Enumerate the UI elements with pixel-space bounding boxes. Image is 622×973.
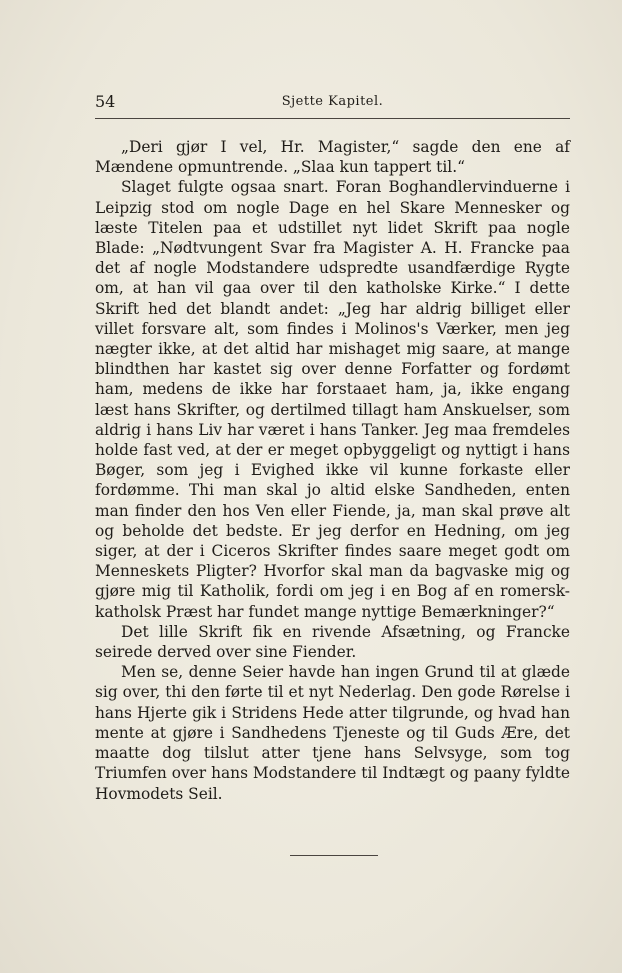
header-rule <box>95 118 570 119</box>
paragraph-1: „Deri gjør I vel, Hr. Magister,“ sagde den ene af Mændene opmuntrende. „Slaa kun tappert til.“ <box>95 138 570 177</box>
paragraph-4: Men se, denne Seier havde han ingen Grund til at glæde sig over, thi den førte til et nyt Nederlag. Den gode Rørelse i hans Hjerte gik i Stridens Hede atter tilgrunde, og hvad han mente at gjøre i Sandhedens Tjeneste og til Guds Ære, det maatte dog tilslut atter tjene hans Selvsyge, som tog Triumfen over hans Modstandere til Indtægt og paany fyldte Hovmodets Seil. <box>95 663 570 803</box>
section-end-rule <box>290 855 378 856</box>
body-text <box>95 137 570 804</box>
page-header <box>95 92 570 116</box>
paragraph-3: Det lille Skrift fik en rivende Afsætning, og Francke seirede derved over sine Fiender. <box>95 622 570 662</box>
running-head: Sjette Kapitel. <box>281 94 384 109</box>
paragraph-2: Slaget fulgte ogsaa snart. Foran Boghandlervinduerne i Leipzig stod om nogle Dage en hel Skare Mennesker og læste Titelen paa et udstillet nyt lidet Skrift paa nogle Blade: „Nødtvungent Svar fra Magister A. H. Francke paa det af nogle Modstandere udspredte usandfærdige Rygte om, at han vil gaa over til den katholske Kirke.“ I dette Skrift hed det blandt andet: „Jeg har aldrig billiget eller villet forsvare alt, som findes i Molinos's Værker, men jeg nægter ikke, at det altid har mishaget mig saare, at mange blindthen har kastet sig over denne Forfatter og fordømt ham, medens de ikke har forstaaet ham, ja, ikke engang læst hans Skrifter, og dertilmed tillagt ham Anskuelser, som aldrig i hans Liv har været i hans Tanker. Jeg maa fremdeles holde fast ved, at der er meget opbyggeligt og nyttigt i hans Bøger, som jeg i Evighed ikke vil kunne forkaste eller fordømme. Thi man skal jo altid elske Sandheden, enten man finder den hos Ven eller Fiende, ja, man skal prøve alt og beholde det bedste. Er jeg derfor en Hedning, om jeg siger, at der i Ciceros Skrifter findes saare meget godt om Menneskets Pligter? Hvorfor skal man da bagvaske mig og gjøre mig til Katholik, fordi om jeg i en Bog af en romersk-katholsk Præst har fundet mange nyttige Bemærkninger?“ <box>95 178 570 621</box>
page-number: 54 <box>95 92 116 111</box>
